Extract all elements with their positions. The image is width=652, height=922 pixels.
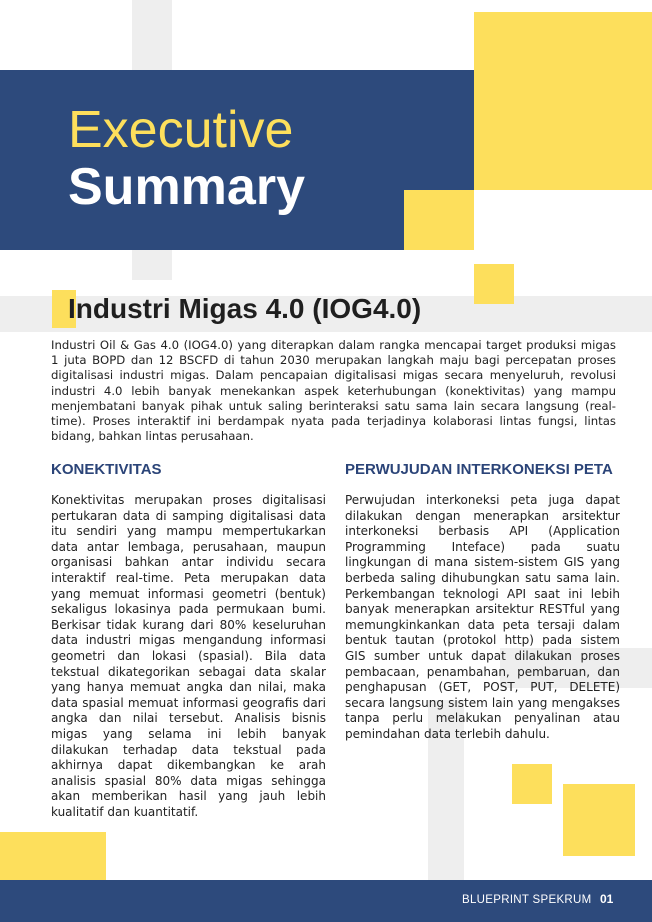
title-summary: Summary <box>68 158 305 216</box>
yellow-block-small-right <box>474 264 514 304</box>
yellow-block-bottom-left <box>0 832 106 880</box>
yellow-block-lower-right <box>563 784 635 856</box>
footer-label: BLUEPRINT SPEKRUM <box>462 894 592 906</box>
title-executive: Executive <box>68 101 294 159</box>
yellow-block-lower-small <box>512 764 552 804</box>
intro-paragraph: Industri Oil & Gas 4.0 (IOG4.0) yang diterapkan dalam rangka mencapai target produksi migas 1 juta BOPD dan 12 BSCFD di tahun 2030 merupakan langkah maju bagi percepatan proses digitalisasi industri migas. Dalam pencapaian digitalisasi migas secara menyeluruh, revolusi industri 4.0 lebih banyak menekankan aspek keterhubungan (konektivitas) yang mampu menjembatani banyak pihak untuk saling berinteraksi satu sama lain secara langsung (real-time). Proses interaktif ini berdampak nyata pada terjadinya kolaborasi lintas fungsi, lintas bidang, bahkan lintas perusahaan. <box>51 338 616 444</box>
yellow-block-top-right <box>474 12 652 190</box>
interkoneksi-peta-paragraph: Perwujudan interkoneksi peta juga dapat dilakukan dengan menerapkan arsitektur interkoneksi berbasis API (Application Programming Inteface) pada suatu lingkungan di mana sistem-sistem GIS yang berbeda saling dihubungkan satu sama lain. Perkembangan teknologi API saat ini lebih banyak menerapkan arsitektur RESTful yang memungkinkankan data peta tersaji dalam bentuk tautan (protokol http) pada sistem GIS sumber untuk dapat dilakukan proses pembacaan, penambahan, pembaruan, dan penghapusan (GET, POST, PUT, DELETE) secara langsung sistem lain yang mengakses tanpa perlu melakukan penyalinan atau pemindahan data terlebih dahulu. <box>345 493 620 741</box>
section-heading: Industri Migas 4.0 (IOG4.0) <box>68 293 422 324</box>
yellow-block-small-header <box>404 190 474 250</box>
konektivitas-paragraph: Konektivitas merupakan proses digitalisasi pertukaran data di samping digitalisasi data itu sendiri yang mampu mempertukarkan data antar lembaga, perusahaan, maupun organisasi bahkan antar individu secara interaktif real-time. Peta merupakan data yang memuat informasi geometri (bentuk) sekaligus lokasinya pada permukaan bumi. Berkisar tidak kurang dari 80% keseluruhan data industri migas mengandung informasi geometri dan lokasi (spasial). Bila data tekstual dikategorikan sebagai data skalar yang hanya memuat angka dan nilai, maka data spasial memuat informasi geografis dari angka dan nilai tersebut. Analisis bisnis migas yang selama ini lebih banyak dilakukan terhadap data tekstual pada akhirnya dapat dikembangkan ke arah analisis spasial 80% data migas sehingga akan memberikan hasil yang jauh lebih kualitatif dan kuantitatif. <box>51 493 326 819</box>
gray-vertical-stripe-top <box>132 0 172 70</box>
interkoneksi-peta-heading: PERWUJUDAN INTERKONEKSI PETA <box>345 461 613 478</box>
konektivitas-heading: KONEKTIVITAS <box>51 461 162 478</box>
gray-vertical-stripe-middle <box>132 250 172 280</box>
page-number: 01 <box>600 892 614 906</box>
